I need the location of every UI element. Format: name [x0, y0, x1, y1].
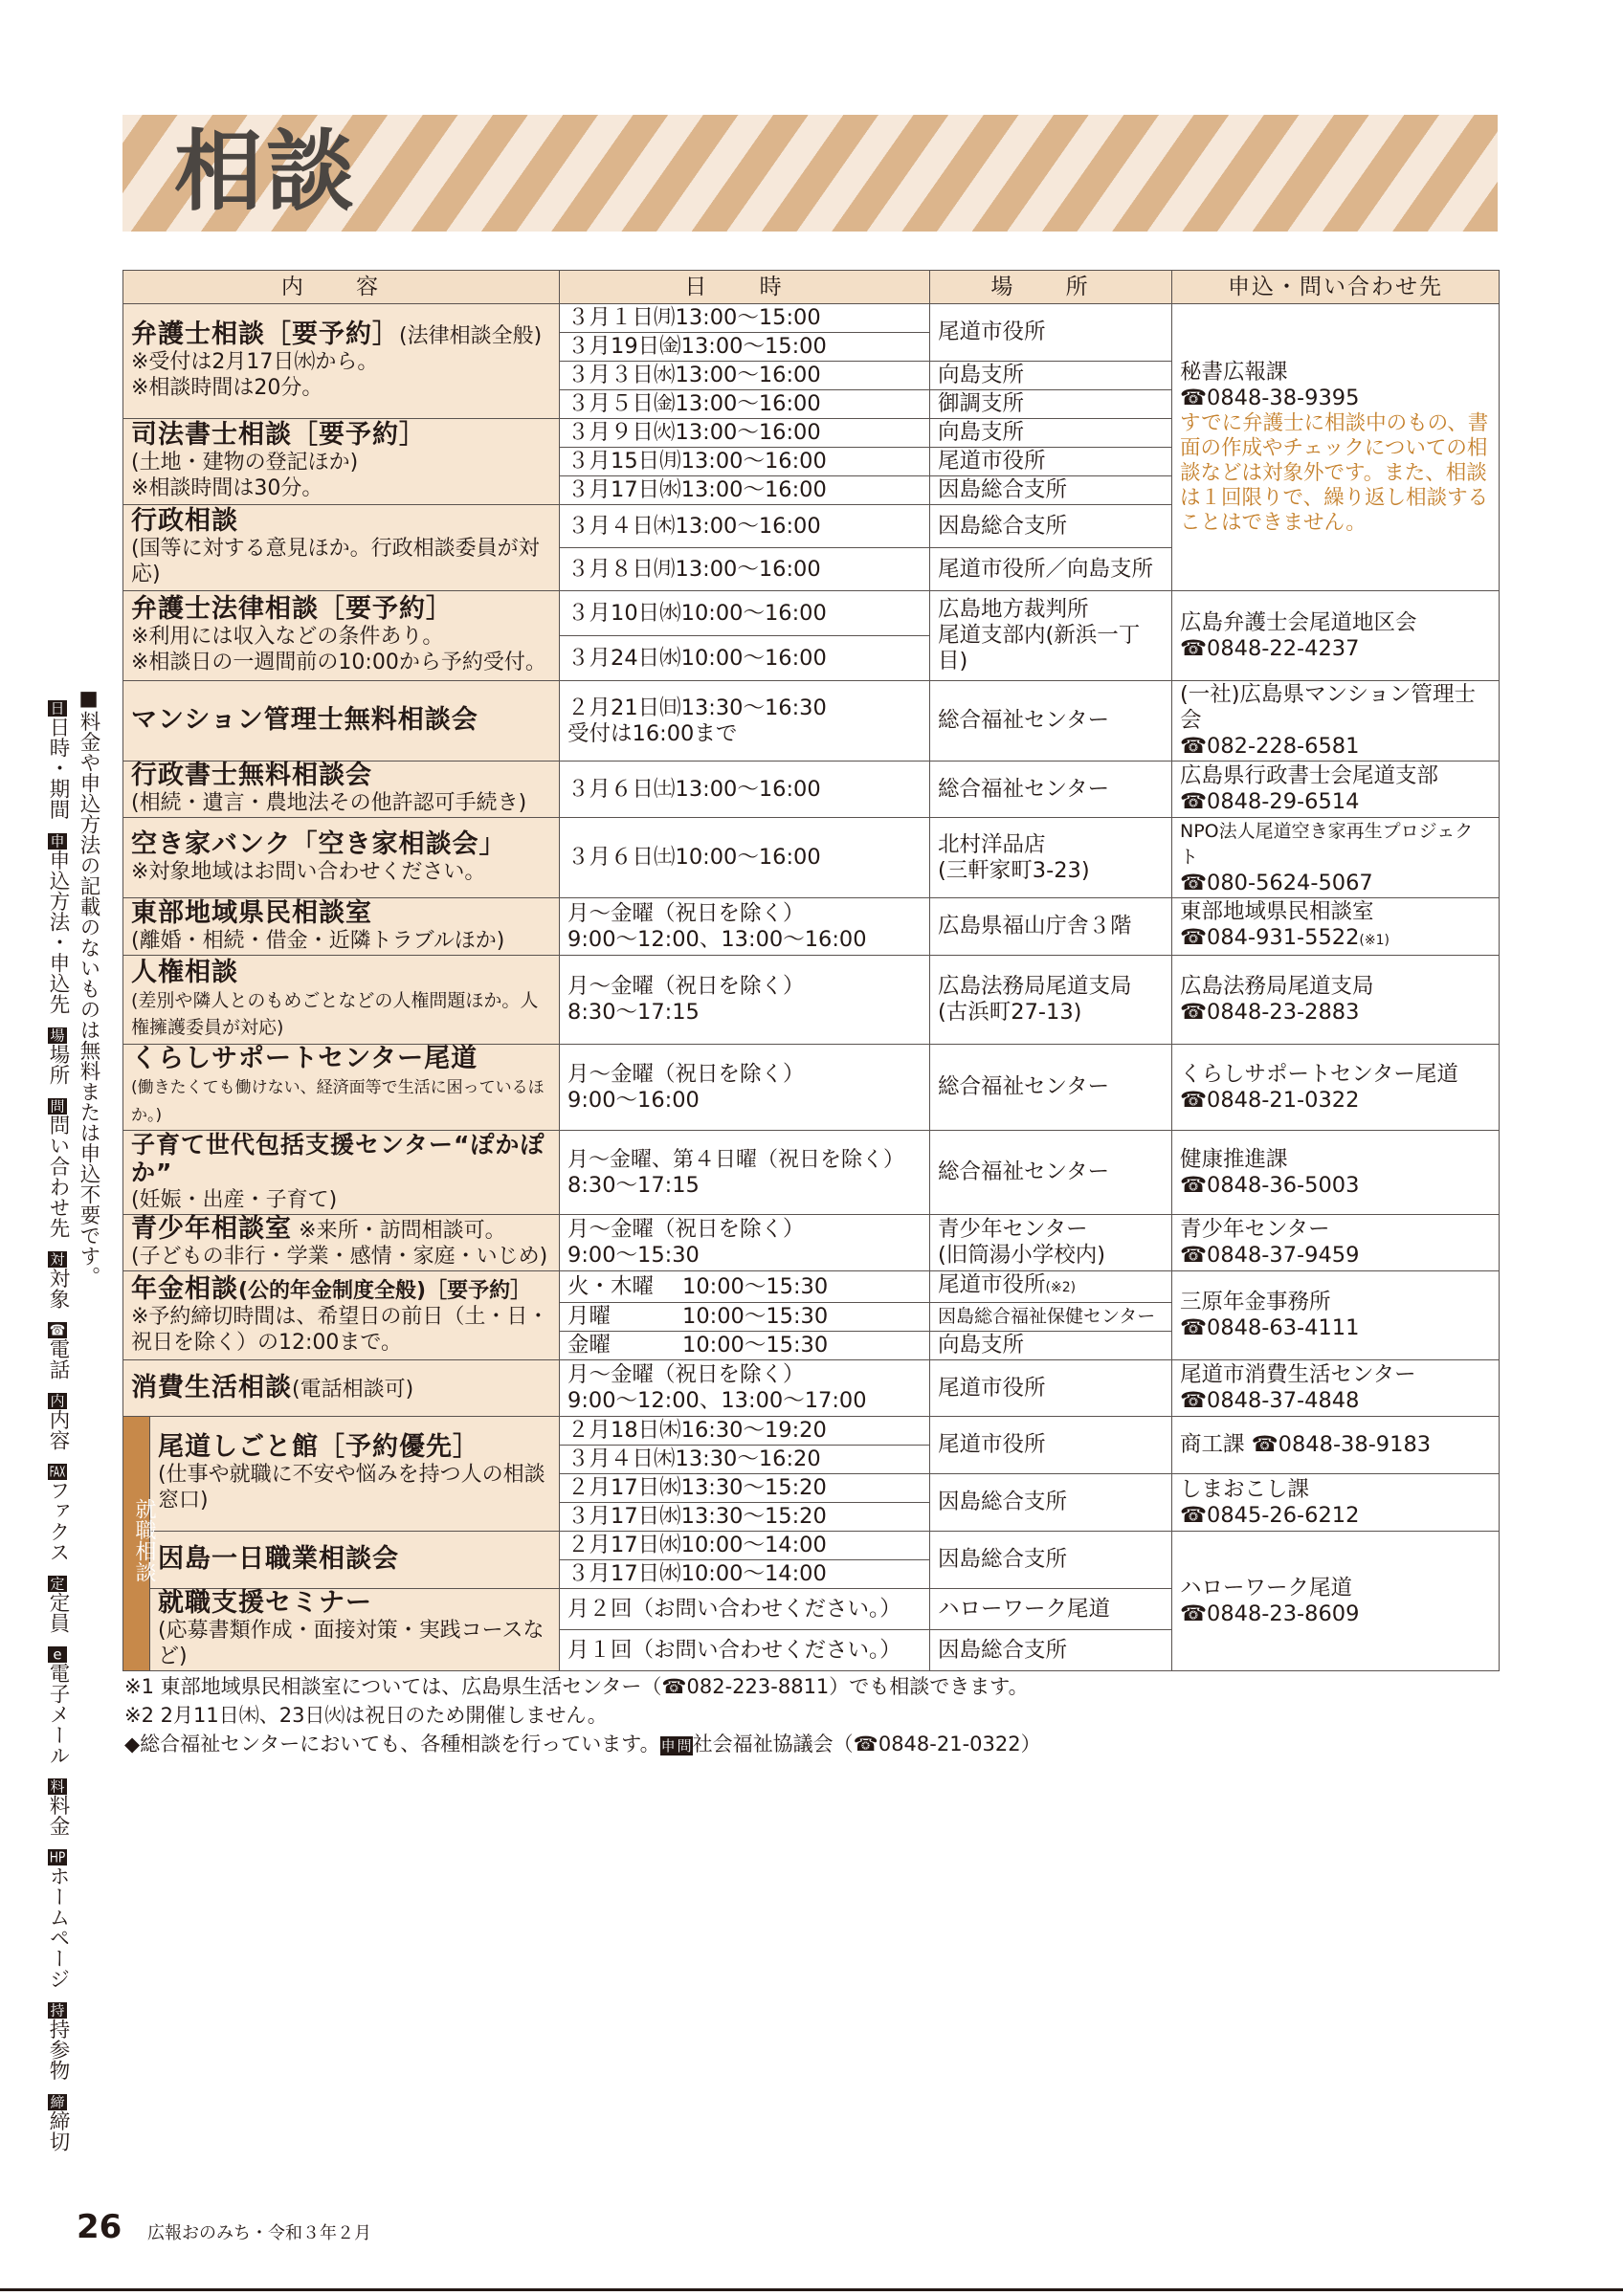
legend-item: [42, 1027, 73, 1085]
consult-tobu: 東部地域県民相談室 (離婚・相続・借金・近隣トラブルほか): [123, 898, 560, 956]
contact-cell: くらしサポートセンター尾道 ☎0848-21-0322: [1172, 1045, 1500, 1131]
table-header-row: [123, 271, 1500, 304]
consult-gyosei: 行政相談 (国等に対する意見ほか。行政相談委員が対応): [123, 505, 560, 591]
publication-name: 広報おのみち・令和３年２月: [147, 2223, 371, 2243]
place-cell: 総合福祉センター: [930, 681, 1172, 762]
contact-cell: しまおこし課 ☎0845-26-6212: [1172, 1474, 1500, 1532]
date-cell: ３月15日㈪13:00〜16:00: [560, 448, 930, 476]
legend-item: [42, 1393, 73, 1450]
date-cell: 月〜金曜（祝日を除く） 9:00〜16:00: [560, 1045, 930, 1131]
legend-label: 電子メール: [46, 1662, 70, 1765]
legend-item: [42, 1778, 73, 1836]
date-cell: ３月19日㈮13:00〜15:00: [560, 333, 930, 362]
legend-label: 問い合わせ先: [46, 1114, 70, 1238]
hisho-note: すでに弁護士に相談中のもの、書面の作成やチェックについての相談などは対象外です。また、相談は１回限りで、繰り返し相談することはできません。: [1180, 410, 1489, 535]
consult-seishonen: 青少年相談室 ※来所・訪問相談可。 (子どもの非行・学業・感情・家庭・いじめ): [123, 1215, 560, 1271]
date-cell: ３月６日㈯13:00〜16:00: [560, 762, 930, 818]
contact-cell: 健康推進課 ☎0848-36-5003: [1172, 1131, 1500, 1215]
contact-cell: 商工課 ☎0848-38-9183: [1172, 1417, 1500, 1474]
legend-item: [42, 1464, 73, 1562]
consult-shigoto: 尾道しごと館［予約優先］ (仕事や就職に不安や悩みを持つ人の相談窓口): [150, 1417, 560, 1532]
legend-item: [42, 1646, 73, 1766]
place-cell: 総合福祉センター: [930, 1045, 1172, 1131]
legend-item: [42, 700, 73, 820]
place-cell: 尾道市役所: [930, 1417, 1172, 1474]
legend-badge-icon: 場: [48, 1027, 67, 1044]
place-cell: 総合福祉センター: [930, 762, 1172, 818]
date-cell: ２月21日㈰13:30〜16:30 受付は16:00まで: [560, 681, 930, 762]
contact-cell: (一社)広島県マンション管理士会 ☎082-228-6581: [1172, 681, 1500, 762]
date-cell: ３月17日㈬10:00〜14:00: [560, 1560, 930, 1589]
consult-kosodate: 子育て世代包括支援センター“ぽかぽか” (妊娠・出産・子育て): [123, 1131, 560, 1215]
footnote-2: ※2 2月11日㈭、23日㈫は祝日のため開催しません。: [124, 1704, 608, 1727]
legend-item: [42, 2002, 73, 2081]
date-cell: ３月８日㈪13:00〜16:00: [560, 548, 930, 591]
section-banner: [122, 115, 1498, 232]
inquiry-badge-icon: 問: [677, 1737, 692, 1755]
date-cell: 月〜金曜（祝日を除く） 9:00〜15:30: [560, 1215, 930, 1271]
legend-badge-icon: 定: [48, 1576, 67, 1592]
place-cell: 向島支所: [930, 419, 1172, 448]
table-row: [123, 1417, 1500, 1446]
table-row: [123, 762, 1500, 818]
contact-cell: NPO法人尾道空き家再生プロジェクト ☎080-5624-5067: [1172, 818, 1500, 898]
date-cell: 月〜金曜（祝日を除く） 9:00〜12:00、13:00〜17:00: [560, 1360, 930, 1417]
place-cell: 尾道市役所: [930, 448, 1172, 476]
legend-label: ファクス: [46, 1479, 70, 1562]
page-title: 相談: [174, 121, 359, 223]
contact-cell: 三原年金事務所 ☎0848-63-4111: [1172, 1271, 1500, 1360]
header-content: 内 容: [123, 271, 560, 304]
consult-kurashi: くらしサポートセンター尾道 (働きたくても働けない、経済面等で生活に困っているほか。): [123, 1045, 560, 1131]
date-cell: ２月18日㈭16:30〜19:20: [560, 1417, 930, 1446]
date-cell: ３月１日㈪13:00〜15:00: [560, 304, 930, 333]
legend-item: [42, 2094, 73, 2152]
footnote-1: ※1 東部地域県民相談室については、広島県生活センター（☎082-223-8811）でも相談できます。: [124, 1675, 1029, 1698]
legend-badge-icon: 対: [48, 1251, 67, 1268]
table-row: [123, 1045, 1500, 1131]
table-row: [123, 1131, 1500, 1215]
consult-shiho: 司法書士相談［要予約］ (土地・建物の登記ほか) ※相談時間は30分。: [123, 419, 560, 505]
date-cell: ３月６日㈯10:00〜16:00: [560, 818, 930, 898]
table-row: [123, 1215, 1500, 1271]
date-cell: ３月10日㈬10:00〜16:00: [560, 591, 930, 636]
table-row: [123, 956, 1500, 1045]
legend-label: 対象: [46, 1267, 70, 1309]
legend-badge-icon: 問: [48, 1098, 67, 1115]
table-row: [123, 1360, 1500, 1417]
footnote-3: ◆総合福祉センターにおいても、各種相談を行っています。申 問社会福祉協議会（☎0848-21-0322）: [124, 1733, 1041, 1755]
contact-cell: 広島法務局尾道支局 ☎0848-23-2883: [1172, 956, 1500, 1045]
legend-label: 締切: [46, 2109, 70, 2152]
table-row: [123, 591, 1500, 636]
table-row: [123, 898, 1500, 956]
place-cell: 因島総合支所: [930, 476, 1172, 505]
contact-cell: 青少年センター ☎0848-37-9459: [1172, 1215, 1500, 1271]
place-cell: 総合福祉センター: [930, 1131, 1172, 1215]
place-cell: 尾道市役所／向島支所: [930, 548, 1172, 591]
consult-nenkin: 年金相談(公的年金制度全般)［要予約］ ※予約締切時間は、希望日の前日（土・日・祝日を除く）の12:00まで。: [123, 1271, 560, 1360]
consult-innoshima: 因島一日職業相談会: [150, 1532, 560, 1589]
legend-item: [42, 1322, 73, 1380]
legend-label: 料金: [46, 1795, 70, 1836]
place-cell: 尾道市役所: [930, 304, 1172, 362]
date-cell: ３月17日㈬13:30〜15:20: [560, 1503, 930, 1532]
legend-label: 申込方法・申込先: [46, 849, 70, 1014]
legend-label: 持参物: [46, 2019, 70, 2081]
legend-label: ホームページ: [46, 1866, 70, 1989]
date-cell: ３月４日㈭13:30〜16:20: [560, 1446, 930, 1474]
table-row: [123, 1271, 1500, 1303]
consult-seminar: 就職支援セミナー (応募書類作成・面接対策・実践コースなど): [150, 1589, 560, 1671]
date-cell: ３月５日㈮13:00〜16:00: [560, 390, 930, 419]
place-cell: 尾道市役所: [930, 1360, 1172, 1417]
legend-badge-icon: 内: [48, 1393, 67, 1409]
date-cell: ３月24日㈬10:00〜16:00: [560, 636, 930, 681]
date-cell: 金曜 10:00〜15:30: [560, 1332, 930, 1360]
apply-badge-icon: 申: [660, 1737, 676, 1755]
header-place: 場 所: [930, 271, 1172, 304]
date-cell: 火・木曜 10:00〜15:30: [560, 1271, 930, 1303]
shushoku-group-label: 就職相談: [123, 1417, 150, 1671]
date-cell: ２月17日㈬10:00〜14:00: [560, 1532, 930, 1560]
legend-badge-icon: FAX: [49, 1464, 66, 1479]
consult-bengoshi: 弁護士相談［要予約］(法律相談全般) ※受付は2月17日㈬から。 ※相談時間は20分。: [123, 304, 560, 419]
date-cell: ３月３日㈬13:00〜16:00: [560, 362, 930, 390]
contact-cell: 尾道市消費生活センター ☎0848-37-4848: [1172, 1360, 1500, 1417]
consult-gyoseishoshi: 行政書士無料相談会 (相続・遺言・農地法その他許認可手続き): [123, 762, 560, 818]
legend-label: 日時・期間: [46, 717, 70, 820]
place-cell: 因島総合支所: [930, 1532, 1172, 1589]
date-cell: ３月17日㈬13:00〜16:00: [560, 476, 930, 505]
date-cell: 月１回（お問い合わせください。）: [560, 1630, 930, 1671]
legend-badge-icon: 申: [48, 833, 67, 850]
legend-label: 定員: [46, 1591, 70, 1633]
legend-label: 内容: [46, 1408, 70, 1450]
date-cell: 月〜金曜、第４日曜（祝日を除く） 8:30〜17:15: [560, 1131, 930, 1215]
date-cell: 月〜金曜（祝日を除く） 8:30〜17:15: [560, 956, 930, 1045]
place-cell: 尾道市役所(※2): [930, 1271, 1172, 1303]
bottom-rule: [0, 2288, 1623, 2291]
contact-cell: 広島弁護士会尾道地区会 ☎0848-22-4237: [1172, 591, 1500, 681]
consult-akiya: 空き家バンク「空き家相談会」 ※対象地域はお問い合わせください。: [123, 818, 560, 898]
legend-badge-icon: 締: [48, 2094, 67, 2110]
page-number: 26: [77, 2208, 122, 2246]
table-row: [123, 681, 1500, 762]
contact-cell: 東部地域県民相談室 ☎084-931-5522(※1): [1172, 898, 1500, 956]
place-cell: 因島総合支所: [930, 1630, 1172, 1671]
place-cell: 因島総合福祉保健センター: [930, 1303, 1172, 1332]
place-cell: 青少年センター (旧筒湯小学校内): [930, 1215, 1172, 1271]
consult-shohi: 消費生活相談(電話相談可): [123, 1360, 560, 1417]
table-row: [123, 304, 1500, 333]
legend-badge-icon: 持: [48, 2002, 67, 2019]
place-cell: 因島総合支所: [930, 505, 1172, 548]
place-cell: 広島法務局尾道支局 (古浜町27-13): [930, 956, 1172, 1045]
date-cell: 月２回（お問い合わせください。）: [560, 1589, 930, 1630]
legend-label: 場所: [46, 1043, 70, 1085]
table-row: [123, 818, 1500, 898]
header-datetime: 日 時: [560, 271, 930, 304]
date-cell: 月〜金曜（祝日を除く） 9:00〜12:00、13:00〜16:00: [560, 898, 930, 956]
consult-houritsu: 弁護士法律相談［要予約］ ※利用には収入などの条件あり。 ※相談日の一週間前の10:00から予約受付。: [123, 591, 560, 681]
place-cell: 広島県福山庁舎３階: [930, 898, 1172, 956]
legend-item: [42, 1251, 73, 1309]
legend-sidebar: [42, 687, 103, 2198]
legend-item: [42, 1576, 73, 1633]
header-contact: 申込・問い合わせ先: [1172, 271, 1500, 304]
place-cell: 北村洋品店 (三軒家町3-23): [930, 818, 1172, 898]
legend-badge-icon: HP: [49, 1850, 66, 1865]
legend-badge-icon: ☎: [49, 1322, 66, 1337]
legend-label: 電話: [46, 1337, 70, 1380]
place-cell: 広島地方裁判所 尾道支部内(新浜一丁目): [930, 591, 1172, 681]
legend-badge-icon: 日: [48, 700, 67, 717]
place-cell: 御調支所: [930, 390, 1172, 419]
consult-mansion: マンション管理士無料相談会: [123, 681, 560, 762]
legend-item: [42, 833, 73, 1014]
place-cell: 向島支所: [930, 362, 1172, 390]
place-cell: 因島総合支所: [930, 1474, 1172, 1532]
date-cell: ３月９日㈫13:00〜16:00: [560, 419, 930, 448]
date-cell: ３月４日㈭13:00〜16:00: [560, 505, 930, 548]
place-cell: ハローワーク尾道: [930, 1589, 1172, 1630]
contact-cell: 広島県行政書士会尾道支部 ☎0848-29-6514: [1172, 762, 1500, 818]
legend-intro: ■料金や申込方法の記載のないものは無料または申込不要です。: [77, 687, 100, 1287]
consultation-table: [122, 270, 1500, 1671]
legend-item: [42, 1849, 73, 1989]
place-cell: 向島支所: [930, 1332, 1172, 1360]
contact-hellowork: ハローワーク尾道 ☎0848-23-8609: [1172, 1532, 1500, 1671]
legend-badge-icon: e: [48, 1646, 67, 1663]
legend-item: [42, 1098, 73, 1238]
consult-jinken: 人権相談 (差別や隣人とのもめごとなどの人権問題ほか。人権擁護委員が対応): [123, 956, 560, 1045]
date-cell: 月曜 10:00〜15:30: [560, 1303, 930, 1332]
contact-hisho: 秘書広報課 ☎0848-38-9395 すでに弁護士に相談中のもの、書面の作成やチェックについての相談などは対象外です。また、相談は１回限りで、繰り返し相談することはできません。: [1172, 304, 1500, 591]
legend-badge-icon: 料: [48, 1778, 67, 1795]
date-cell: ２月17日㈬13:30〜15:20: [560, 1474, 930, 1503]
legend-items: [42, 687, 73, 2198]
